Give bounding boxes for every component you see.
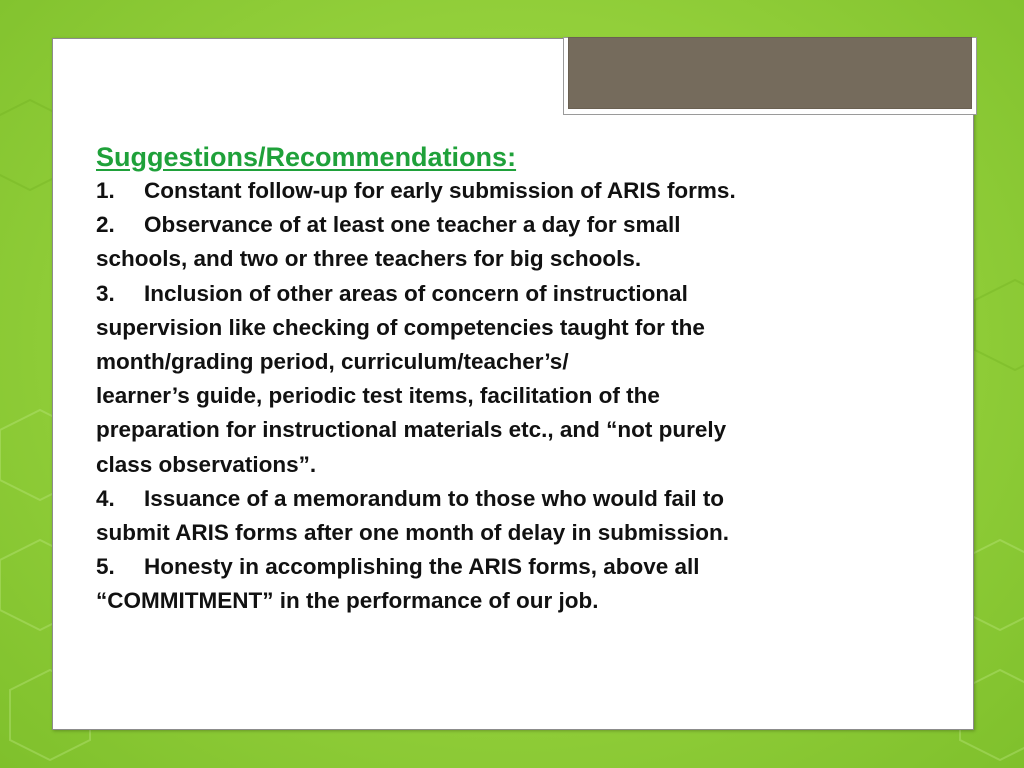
item-line: schools, and two or three teachers for big schools. — [96, 246, 642, 272]
slide-heading: Suggestions/Recommendations: — [96, 142, 517, 172]
slide-body-text — [96, 140, 916, 619]
title-placeholder-bar — [568, 37, 972, 109]
item-line: Constant follow-up for early submission of ARIS forms. — [144, 178, 736, 203]
recommendation-item-4 — [96, 482, 916, 550]
item-number: 5. — [96, 554, 115, 580]
item-line: month/grading period, curriculum/teacher’s/ — [96, 349, 569, 375]
item-number: 1. — [96, 178, 115, 203]
item-number: 3. — [96, 280, 115, 306]
recommendation-item-3 — [96, 277, 916, 482]
recommendation-item-5 — [96, 550, 916, 618]
item-number: 4. — [96, 485, 115, 511]
item-line: Honesty in accomplishing the ARIS forms, above all — [144, 554, 700, 580]
recommendation-item-1 — [96, 174, 916, 208]
item-line: submit ARIS forms after one month of delay in submission. — [96, 520, 729, 546]
item-line: Observance of at least one teacher a day for small — [144, 212, 681, 238]
item-number: 2. — [96, 212, 115, 238]
item-line: class observations”. — [96, 451, 317, 477]
item-line: “COMMITMENT” in the performance of our job. — [96, 588, 599, 614]
recommendation-item-2 — [96, 208, 916, 276]
item-line: Issuance of a memorandum to those who would fail to — [144, 485, 725, 511]
item-line: preparation for instructional materials etc., and “not purely — [96, 417, 727, 443]
item-line: supervision like checking of competencies taught for the — [96, 314, 705, 340]
item-line: learner’s guide, periodic test items, facilitation of the — [96, 383, 660, 409]
item-line: Inclusion of other areas of concern of instructional — [144, 280, 688, 306]
